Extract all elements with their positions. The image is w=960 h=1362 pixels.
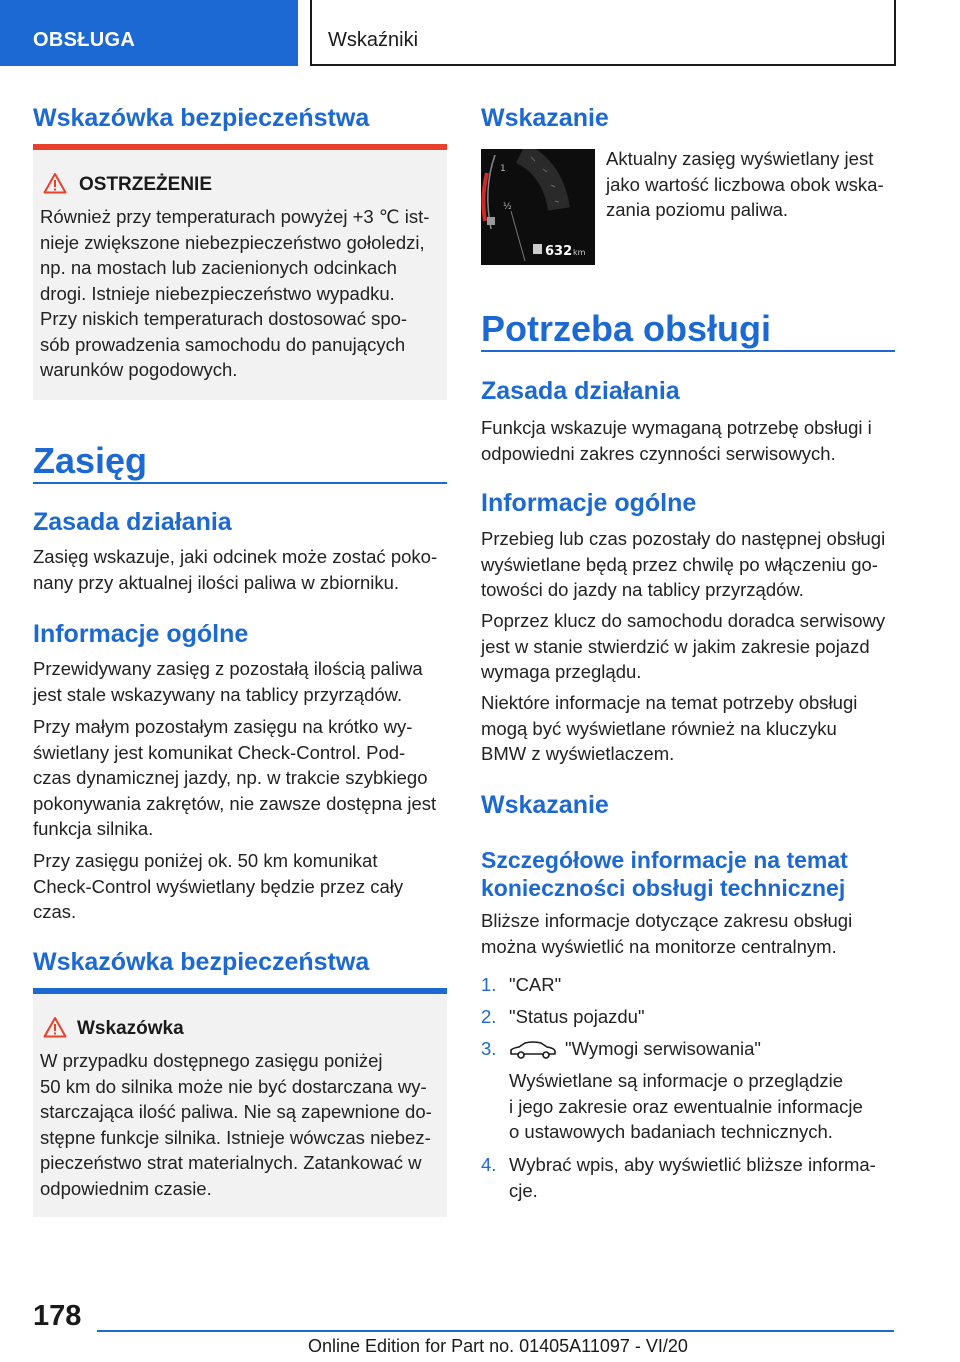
text-line: czas. [33, 901, 77, 922]
step-text: "Wymogi serwisowania" [565, 1038, 761, 1059]
detail-heading-line2: konieczności obsługi technicznej [481, 875, 846, 901]
text-line: odpowiedni zakres czynności serwisowych. [481, 442, 836, 464]
text-line: i jego zakresie oraz ewentualnie informacje [509, 1095, 863, 1117]
text-line: Przy małym pozostałym zasięgu na krótko wy- [33, 716, 413, 737]
text-line: Check-Control wyświetlany będzie przez cały [33, 875, 404, 897]
text-line: jest w stanie stwierdzić w jakim zakresie pojazd [481, 635, 870, 657]
note-box-bar [33, 988, 447, 994]
gauge-scale-full: 1 [500, 164, 506, 174]
service-general-p1 [481, 526, 901, 603]
range-general-heading: Informacje ogólne [33, 620, 249, 648]
section-tab [0, 0, 298, 66]
footer-rule [97, 1330, 894, 1332]
text-line: Aktualny zasięg wyświetlany jest [606, 148, 874, 169]
fuel-gauge-image [481, 149, 595, 265]
text-line: zania poziomu paliwa. [606, 199, 789, 220]
detail-heading-line1: Szczegółowe informacje na temat [481, 847, 848, 873]
warning-box-bar [33, 144, 447, 150]
gauge-range-value: 632 [545, 244, 573, 259]
warning-line: Przy niskich temperaturach dostosować spo- [40, 308, 408, 329]
note-line: 50 km do silnika może nie być dostarczana wy- [40, 1075, 427, 1097]
step-text [509, 1152, 899, 1203]
text-line: Zasięg wskazuje, jaki odcinek może zostać poko- [33, 546, 438, 567]
display-heading: Wskazanie [481, 104, 609, 132]
fuel-pump-icon [533, 244, 542, 254]
service-principle-text [481, 415, 895, 466]
text-line: Przebieg lub czas pozostały do następnej obsługi [481, 528, 886, 549]
range-rule [33, 482, 447, 484]
note-line: odpowiednim czasie. [40, 1177, 212, 1199]
step3-detail [509, 1068, 899, 1145]
text-line: Niektóre informacje na temat potrzeby obsługi [481, 692, 858, 713]
chapter-label: Wskaźniki [328, 29, 419, 51]
text-line: mogą być wyświetlane również na kluczyku [481, 717, 837, 739]
text-line: Wyświetlane są informacje o przeglądzie [509, 1070, 844, 1091]
service-principle-heading: Zasada działania [481, 377, 680, 405]
text-line: funkcja silnika. [33, 818, 154, 839]
text-line: Przewidywany zasięg z pozostałą ilością paliwa [33, 658, 423, 679]
warning-title: OSTRZEŻENIE [79, 174, 213, 195]
text-line: towości do jazdy na tablicy przyrządów. [481, 579, 804, 600]
step-number: 2. [481, 1006, 497, 1027]
warning-line: sób prowadzenia samochodu do panujących [40, 333, 406, 355]
note-box [33, 988, 447, 1217]
step-number: 3. [481, 1038, 497, 1059]
text-line: wymaga przeglądu. [481, 661, 642, 682]
warning-text [40, 204, 445, 383]
service-general-heading: Informacje ogólne [481, 489, 697, 517]
edition-note: Online Edition for Part no. 01405A11097 - VI/20 [308, 1336, 688, 1356]
range-general-p1 [33, 656, 447, 707]
warning-triangle-icon [43, 1016, 67, 1038]
section-label: OBSŁUGA [33, 29, 136, 51]
note-line: W przypadku dostępnego zasięgu poniżej [40, 1050, 383, 1071]
service-heading: Potrzeba obsługi [481, 308, 772, 349]
warning-line: Również przy temperaturach powyżej +3 ℃ ist- [40, 206, 430, 227]
text-line: BMW z wyświetlaczem. [481, 743, 675, 764]
text-line: jako wartość liczbowa obok wska- [606, 173, 884, 195]
warning-line: nieje zwiększone niebezpieczeństwo gołoledzi, [40, 231, 425, 253]
step-number: 4. [481, 1154, 497, 1175]
range-principle-heading: Zasada działania [33, 508, 232, 536]
service-general-p3 [481, 690, 895, 767]
note-text [40, 1048, 445, 1201]
text-line: Przy zasięgu poniżej ok. 50 km komunikat [33, 850, 378, 871]
chapter-tab [310, 0, 896, 66]
display-text [606, 146, 896, 223]
safety-heading-1: Wskazówka bezpieczeństwa [33, 104, 370, 132]
text-line: świetlany jest komunikat Check-Control. Pod- [33, 741, 406, 763]
warning-box [33, 144, 447, 400]
range-principle-text [33, 544, 447, 595]
text-line: o ustawowych badaniach technicznych. [509, 1121, 833, 1142]
text-line: można wyświetlić na monitorze centralnym. [481, 935, 837, 957]
range-general-p2 [33, 714, 447, 842]
warning-line: warunków pogodowych. [40, 359, 238, 380]
range-heading: Zasięg [33, 440, 148, 481]
text-line: jest stale wskazywany na tablicy przyrządów. [33, 683, 403, 705]
safety-heading-2: Wskazówka bezpieczeństwa [33, 948, 370, 976]
car-service-icon [509, 1040, 557, 1060]
text-line: cje. [509, 1179, 538, 1201]
note-title: Wskazówka [77, 1018, 184, 1039]
step-text: "CAR" [509, 974, 562, 995]
page-header [0, 0, 960, 66]
service-general-p2 [481, 608, 901, 685]
step-number: 1. [481, 974, 497, 995]
page-number: 178 [33, 1300, 82, 1332]
warning-line: drogi. Istnieje niebezpieczeństwo wypadku. [40, 282, 395, 304]
text-line: nany przy aktualnej ilości paliwa w zbiorniku. [33, 571, 400, 593]
detail-text [481, 908, 895, 959]
note-line: pieczeństwo strat materialnych. Zatankować w [40, 1152, 422, 1173]
step-text: "Status pojazdu" [509, 1006, 645, 1027]
service-rule [481, 350, 895, 352]
text-line: wyświetlane będą przez chwilę po włączeniu go- [481, 553, 878, 575]
fuel-gauge-graphic [481, 149, 595, 265]
warning-triangle-icon [43, 172, 67, 194]
range-general-p3 [33, 848, 447, 925]
gauge-range-unit: km [573, 248, 586, 257]
warning-line: np. na mostach lub zacienionych odcinkach [40, 257, 397, 278]
service-display-heading: Wskazanie [481, 791, 609, 819]
text-line: czas dynamicznej jazdy, np. w trakcie szybkiego [33, 767, 428, 788]
note-line: starczająca ilość paliwa. Nie są zapewnione do- [40, 1101, 432, 1122]
text-line: pokonywania zakrętów, nie zawsze dostępna jest [33, 792, 437, 814]
note-line: stępne funkcje silnika. Istnieje wówczas niebez- [40, 1126, 431, 1148]
text-line: Poprzez klucz do samochodu doradca serwisowy [481, 610, 886, 631]
text-line: Bliższe informacje dotyczące zakresu obsługi [481, 910, 853, 931]
text-line: Funkcja wskazuje wymaganą potrzebę obsługi i [481, 417, 872, 438]
text-line: Wybrać wpis, aby wyświetlić bliższe informa- [509, 1154, 876, 1175]
gauge-scale-half: ½ [503, 202, 512, 212]
